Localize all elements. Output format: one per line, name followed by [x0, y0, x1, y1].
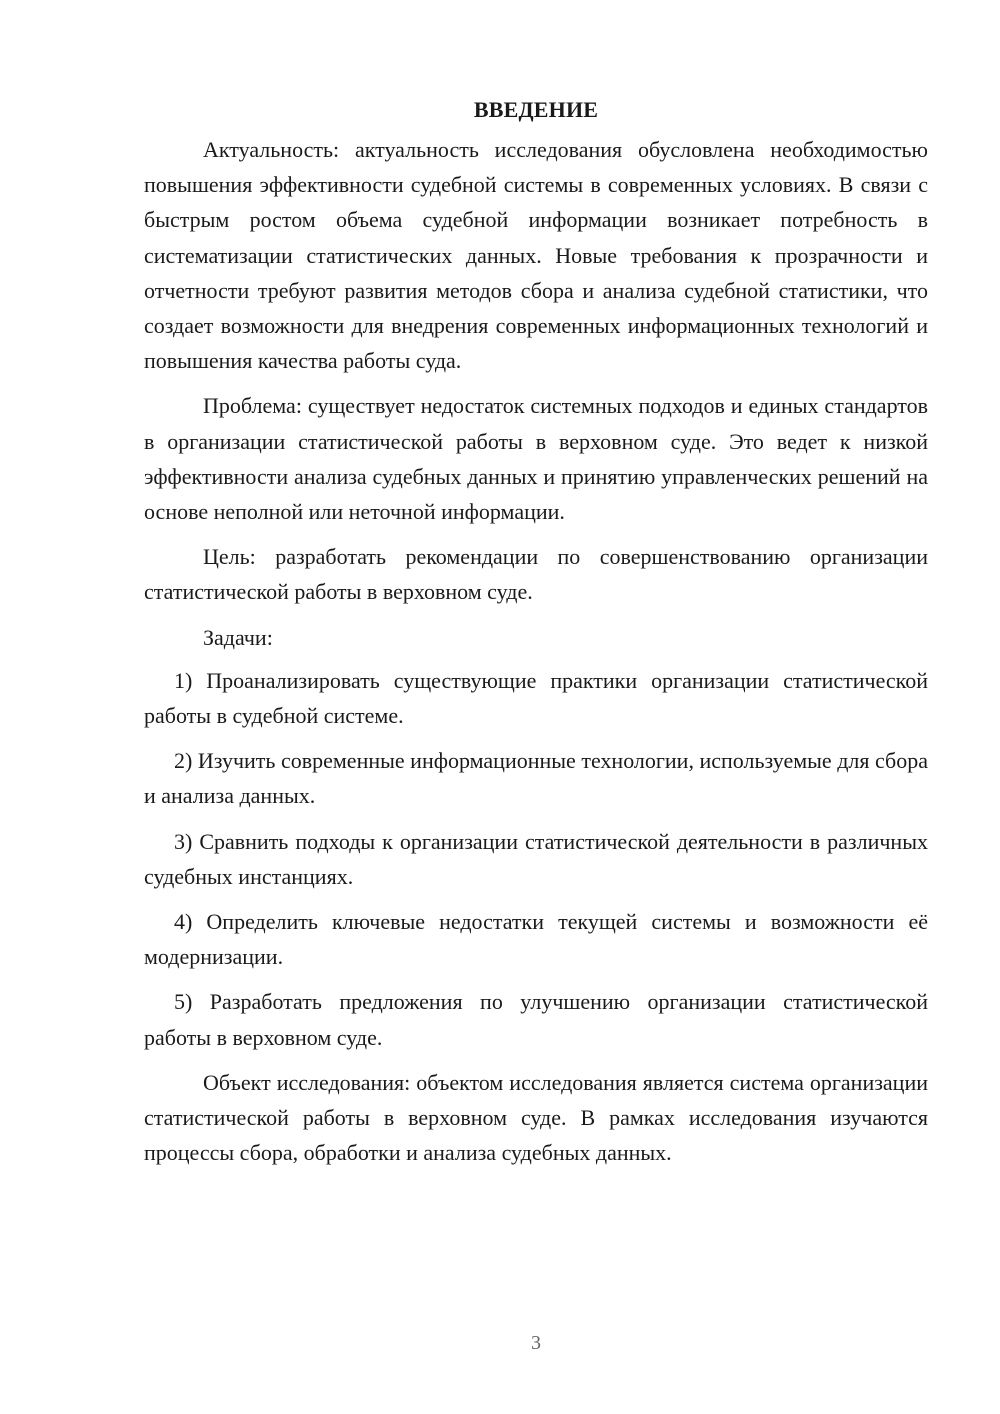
section-heading: ВВЕДЕНИЕ: [473, 97, 599, 122]
paragraph-problem: Проблема: существует недостаток системных подходов и единых стандартов в организации статистической работы в верховном суде. Это ведет к низкой эффективности анализа судебных данных и принятию управленческих решений на основе неполной или неточной информации.: [144, 393, 928, 525]
task-item-3: 3) Сравнить подходы к организации статистической деятельности в различных судебных инстанциях.: [144, 828, 928, 889]
paragraph-object: Объект исследования: объектом исследования является система организации статистической работы в верховном суде. В рамках исследования изучаются процессы сбора, обработки и анализа судебных данных.: [144, 1069, 928, 1166]
tasks-label: Задачи:: [203, 624, 273, 650]
page-number: 3: [531, 1332, 541, 1354]
task-item-5: 5) Разработать предложения по улучшению организации статистической работы в верховном суде.: [144, 989, 928, 1050]
task-item-1: 1) Проанализировать существующие практики организации статистической работы в судебной системе.: [144, 667, 928, 729]
paragraph-goal: Цель: разработать рекомендации по совершенствованию организации статистической работы в верховном суде.: [144, 544, 928, 605]
paragraph-actuality: Актуальность: актуальность исследования обусловлена необходимостью повышения эффективности судебной системы в современных условиях. В связи с быстрым ростом объема судебной информации возникает потребность в систематизации статистических данных. Новые требования к прозрачности и отчетности требуют развития методов сбора и анализа судебной статистики, что создает возможности для внедрения современных информационных технологий и повышения качества работы суда.: [144, 137, 928, 374]
task-item-4: 4) Определить ключевые недостатки текущей системы и возможности её модернизации.: [144, 909, 928, 970]
task-item-2: 2) Изучить современные информационные технологии, используемые для сбора и анализа данных.: [144, 748, 928, 809]
document-page: [144, 92, 928, 1180]
